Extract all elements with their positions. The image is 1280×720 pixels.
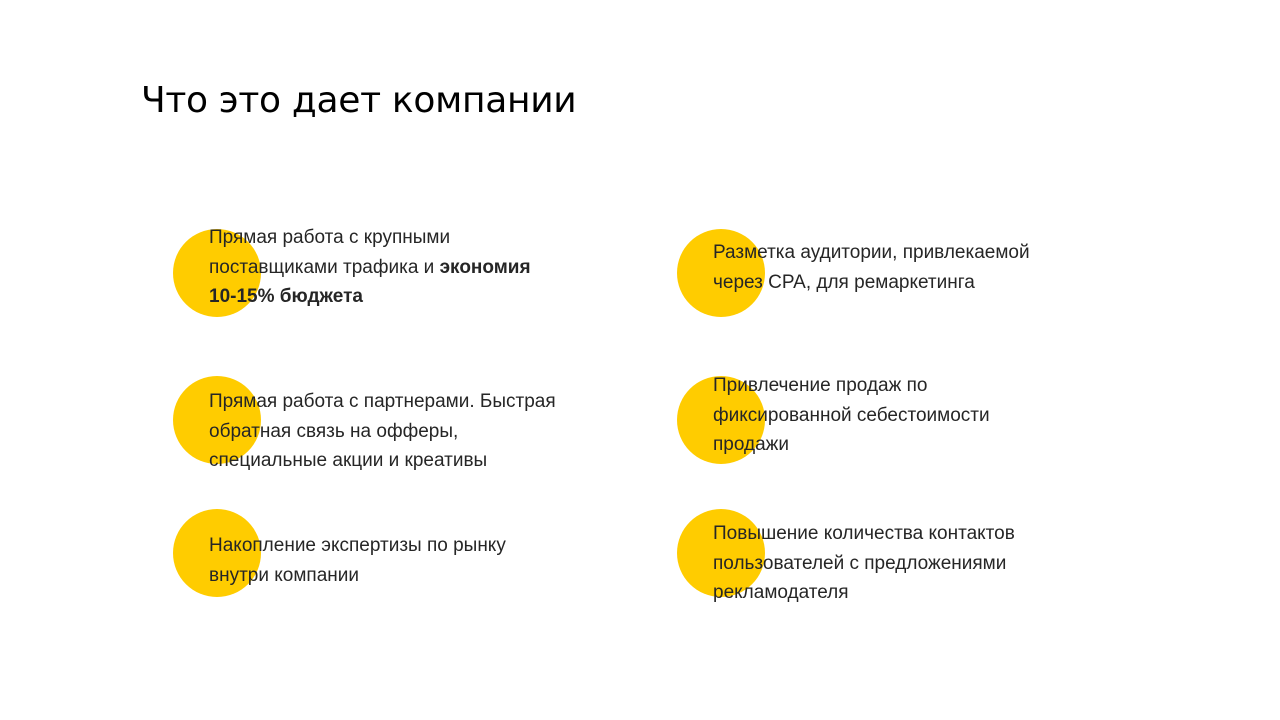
benefit-line: обратная связь на офферы, [209,420,459,442]
benefit-item-contacts-growth [677,509,1077,603]
benefit-text [713,519,1015,608]
benefit-highlight: экономия [439,256,531,278]
benefit-item-audience-markup [677,229,1077,317]
benefit-line: Повышение количества контактов [713,523,1015,544]
benefit-item-partners [173,376,573,471]
benefit-line: Накопление экспертизы по рынку [209,535,506,556]
benefit-item-traffic-savings [173,229,573,317]
benefit-line: продажи [713,434,789,455]
benefit-line: Разметка аудитории, привлекаемой [713,242,1030,263]
benefit-line: специальные акции и креативы [209,450,488,471]
benefit-line: рекламодателя [713,582,849,603]
benefit-line: Прямая работа с крупными [209,227,451,248]
benefit-line: поставщиками трафика и [209,256,440,278]
benefit-text [209,531,506,590]
benefit-text [209,223,531,312]
benefit-line: пользователей с предложениями [713,552,1007,574]
benefit-line: фиксированной себестоимости [713,404,990,426]
benefit-text [713,238,1030,297]
slide-title: Что это дает компании [141,80,577,121]
benefit-text [209,387,556,476]
benefit-line: Привлечение продаж по [713,375,928,396]
benefit-line: через CPA, для ремаркетинга [713,271,975,293]
benefit-line: внутри компании [209,564,359,586]
benefit-item-expertise [173,509,573,597]
benefit-line: Прямая работа с партнерами. Быстрая [209,391,556,412]
benefit-highlight: 10-15% бюджета [209,286,363,307]
benefit-item-fixed-cost-sales [677,376,1077,464]
benefit-text [713,371,990,460]
